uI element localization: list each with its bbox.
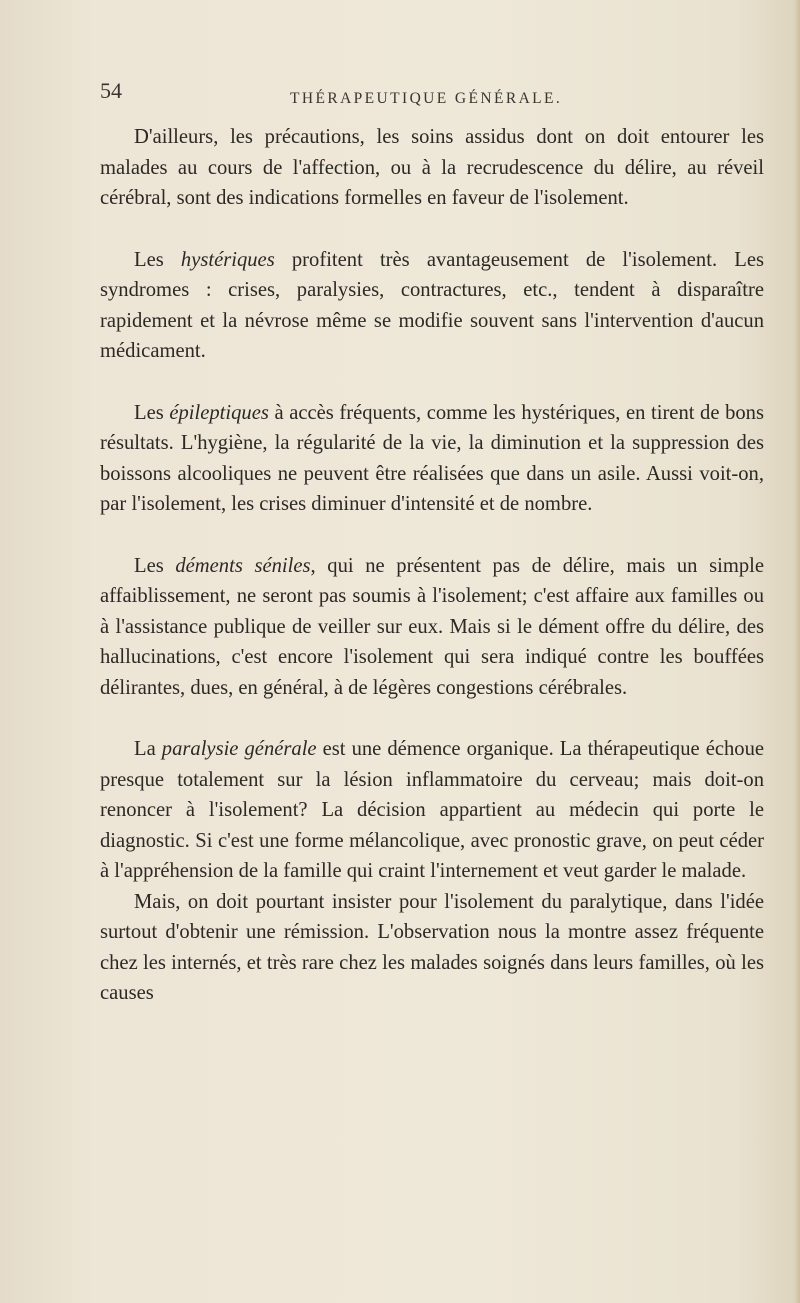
paragraph-paralytique — [100, 887, 764, 1009]
paragraph-text: profitent très avantageusement de l'isolement. Les syndromes : crises, paralysies, contractures, etc., tendent à disparaître rapidement et la névrose même se modifie souvent sans l'intervention d'aucun médicament. — [100, 248, 764, 362]
paragraph-text: est une démence organique. La thérapeutique échoue presque totalement sur la lésion inflammatoire du cerveau; mais doit-on renoncer à l'isolement? La décision appartient au médecin qui porte le diagnostic. Si c'est une forme mélancolique, avec pronostic grave, on peut céder à l'appréhension de la famille qui craint l'internement et veut garder le malade. — [100, 738, 765, 882]
paragraph-term: épileptiques — [169, 401, 269, 424]
body-text — [100, 122, 764, 1009]
paragraph-text: D'ailleurs, les précautions, les soins assidus dont on doit entourer les malades au cours de l'affection, ou à la recrudescence du délire, au réveil cérébral, sont des indications formelles en faveur de l'isolement. — [100, 126, 764, 209]
paragraph-epileptiques — [100, 398, 764, 520]
paragraph-text: , qui ne présentent pas de délire, mais un simple affaiblissement, ne seront pas soumis à l'isolement; c'est affaire aux familles ou à l'assistance publique de veiller sur eux. Mais si le dément offre du délire, des hallucinations, c'est encore l'isolement qui sera indiqué contre les bouffées délirantes, dues, en général, à de légères congestions cérébrales. — [100, 554, 764, 699]
paragraph-term: paralysie générale — [161, 738, 317, 760]
paragraph-text: à accès fréquents, comme les hystériques, en tirent de bons résultats. L'hygiène, la régularité de la vie, la diminution et la suppression des boissons alcooliques ne peuvent être réalisées que dans un asile. Aussi voit-on, par l'isolement, les crises diminuer d'intensité et de nombre. — [100, 401, 764, 515]
paragraph-dements-seniles — [100, 551, 764, 704]
paragraph-precautions — [100, 122, 764, 214]
page-header — [100, 78, 760, 112]
paragraph-hysteriques — [100, 245, 764, 367]
paragraph-lead: Les — [134, 401, 170, 424]
page-number: 54 — [100, 78, 122, 103]
paragraph-lead: Les — [134, 554, 176, 577]
running-title: THÉRAPEUTIQUE GÉNÉRALE. — [290, 90, 563, 107]
page-edge-shadow — [794, 0, 800, 1303]
paragraph-text: Mais, on doit pourtant insister pour l'isolement du paralytique, dans l'idée surtout d'obtenir une rémission. L'observation nous la montre assez fréquente chez les internés, et très rare chez les malades soignés dans leurs familles, où les causes — [100, 890, 764, 1004]
paragraph-paralysie-generale — [100, 734, 764, 887]
paragraph-lead: Les — [134, 248, 181, 271]
paragraph-term: hystériques — [180, 248, 275, 271]
paragraph-term: déments séniles — [175, 554, 311, 577]
paragraph-lead: La — [134, 738, 162, 760]
